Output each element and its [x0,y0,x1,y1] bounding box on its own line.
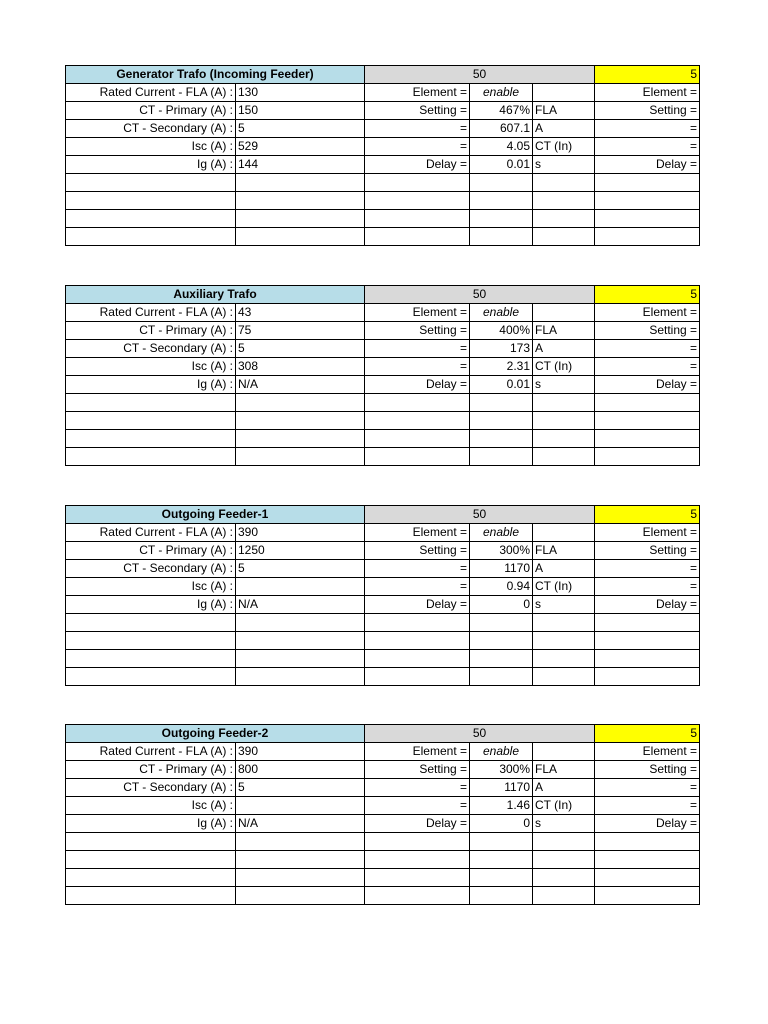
table-row [66,304,700,322]
f50-value[interactable]: enable [470,524,533,542]
empty-cell[interactable] [595,887,700,905]
f50-label[interactable]: = [365,578,470,596]
empty-cell[interactable] [470,174,533,192]
empty-cell[interactable] [236,614,365,632]
f50-label[interactable]: Element = [365,84,470,102]
empty-cell[interactable] [365,632,470,650]
f50-value[interactable]: 1170 [470,779,533,797]
empty-cell[interactable] [470,632,533,650]
f50-label[interactable]: = [365,340,470,358]
header-row [66,66,700,84]
empty-cell[interactable] [236,228,365,246]
empty-row [66,228,700,246]
f50-label[interactable]: Delay = [365,156,470,174]
f51-label[interactable]: Delay = [595,156,700,174]
empty-cell[interactable] [66,448,236,466]
f50-unit[interactable]: FLA [533,102,595,120]
f50-value[interactable]: enable [470,84,533,102]
empty-cell[interactable] [66,614,236,632]
f51-label[interactable]: = [595,358,700,376]
element-51-header: 5 [595,286,700,304]
empty-cell[interactable] [236,887,365,905]
empty-row [66,430,700,448]
table-row [66,743,700,761]
f50-value[interactable]: enable [470,304,533,322]
empty-row [66,174,700,192]
empty-cell[interactable] [470,394,533,412]
empty-cell[interactable] [236,448,365,466]
f51-label[interactable]: = [595,340,700,358]
f50-label[interactable]: = [365,138,470,156]
f50-label[interactable]: = [365,120,470,138]
param-label[interactable]: Rated Current - FLA (A) : [66,524,236,542]
f50-unit[interactable]: A [533,120,595,138]
empty-cell[interactable] [365,887,470,905]
f50-unit[interactable]: s [533,596,595,614]
param-value[interactable]: 5 [236,779,365,797]
empty-cell[interactable] [365,192,470,210]
f50-value[interactable]: 467% [470,102,533,120]
empty-cell[interactable] [365,210,470,228]
relay-settings-table [65,285,700,466]
param-value[interactable]: 529 [236,138,365,156]
empty-cell[interactable] [533,887,595,905]
empty-cell[interactable] [236,174,365,192]
f50-unit[interactable] [533,524,595,542]
f50-label[interactable]: Delay = [365,376,470,394]
f51-label[interactable]: = [595,578,700,596]
empty-cell[interactable] [533,614,595,632]
empty-cell[interactable] [66,228,236,246]
f51-label[interactable]: Setting = [595,322,700,340]
table-row [66,560,700,578]
empty-cell[interactable] [66,869,236,887]
f50-value[interactable]: 0.01 [470,156,533,174]
empty-cell[interactable] [365,650,470,668]
f50-unit[interactable] [533,84,595,102]
empty-cell[interactable] [365,833,470,851]
param-label[interactable]: CT - Primary (A) : [66,761,236,779]
empty-row [66,668,700,686]
f51-label[interactable]: Delay = [595,815,700,833]
empty-cell[interactable] [595,448,700,466]
empty-cell[interactable] [236,192,365,210]
f51-label[interactable]: = [595,797,700,815]
table-row [66,84,700,102]
table-row [66,102,700,120]
empty-row [66,412,700,430]
element-50-header: 50 [365,506,595,524]
empty-cell[interactable] [470,887,533,905]
relay-settings-table [65,505,700,686]
param-label[interactable]: Isc (A) : [66,138,236,156]
f50-label[interactable]: = [365,560,470,578]
block-title: Outgoing Feeder-1 [66,506,365,524]
f50-unit[interactable]: CT (In) [533,358,595,376]
f50-value[interactable]: 0 [470,815,533,833]
empty-cell[interactable] [66,851,236,869]
f51-label[interactable]: Setting = [595,761,700,779]
param-label[interactable]: Isc (A) : [66,578,236,596]
f51-label[interactable]: = [595,138,700,156]
f50-unit[interactable]: CT (In) [533,578,595,596]
empty-cell[interactable] [66,833,236,851]
table-row [66,322,700,340]
f50-value[interactable]: 300% [470,761,533,779]
empty-cell[interactable] [533,869,595,887]
f51-label[interactable]: Element = [595,743,700,761]
f50-label[interactable]: = [365,358,470,376]
param-label[interactable]: Ig (A) : [66,376,236,394]
param-value[interactable]: 5 [236,340,365,358]
f51-label[interactable]: Element = [595,524,700,542]
f50-value[interactable]: 0.01 [470,376,533,394]
f50-unit[interactable] [533,304,595,322]
element-50-header: 50 [365,725,595,743]
empty-cell[interactable] [595,210,700,228]
empty-cell[interactable] [66,210,236,228]
param-label[interactable]: Rated Current - FLA (A) : [66,84,236,102]
empty-cell[interactable] [533,833,595,851]
empty-cell[interactable] [595,650,700,668]
f50-value[interactable]: enable [470,743,533,761]
f50-value[interactable]: 400% [470,322,533,340]
f50-unit[interactable] [533,743,595,761]
f50-label[interactable]: Element = [365,743,470,761]
f50-label[interactable]: Setting = [365,542,470,560]
f50-unit[interactable]: FLA [533,542,595,560]
param-label[interactable]: Isc (A) : [66,797,236,815]
f50-unit[interactable]: s [533,376,595,394]
empty-cell[interactable] [595,869,700,887]
empty-cell[interactable] [365,412,470,430]
f50-label[interactable]: Element = [365,304,470,322]
empty-cell[interactable] [365,430,470,448]
param-value[interactable]: 308 [236,358,365,376]
empty-cell[interactable] [66,887,236,905]
empty-cell[interactable] [533,412,595,430]
empty-row [66,192,700,210]
table-row [66,524,700,542]
empty-cell[interactable] [470,192,533,210]
param-label[interactable]: Isc (A) : [66,358,236,376]
f51-label[interactable]: Delay = [595,376,700,394]
empty-cell[interactable] [236,430,365,448]
empty-cell[interactable] [365,668,470,686]
param-value[interactable]: 144 [236,156,365,174]
f50-label[interactable]: = [365,779,470,797]
empty-row [66,394,700,412]
f51-label[interactable]: Element = [595,304,700,322]
f50-label[interactable]: = [365,797,470,815]
empty-cell[interactable] [595,228,700,246]
table-row [66,815,700,833]
param-value[interactable] [236,797,365,815]
table-row [66,376,700,394]
param-value[interactable]: 390 [236,743,365,761]
f51-label[interactable]: = [595,779,700,797]
param-value[interactable]: N/A [236,596,365,614]
empty-cell[interactable] [533,228,595,246]
param-value[interactable]: 390 [236,524,365,542]
empty-cell[interactable] [595,174,700,192]
empty-row [66,448,700,466]
empty-cell[interactable] [533,668,595,686]
empty-row [66,887,700,905]
empty-cell[interactable] [66,650,236,668]
empty-cell[interactable] [470,614,533,632]
empty-cell[interactable] [533,851,595,869]
f50-label[interactable]: Delay = [365,815,470,833]
param-label[interactable]: Ig (A) : [66,596,236,614]
empty-cell[interactable] [365,174,470,192]
empty-cell[interactable] [66,430,236,448]
f50-unit[interactable]: FLA [533,761,595,779]
empty-cell[interactable] [365,394,470,412]
empty-row [66,851,700,869]
param-value[interactable]: 1250 [236,542,365,560]
element-51-header: 5 [595,725,700,743]
empty-cell[interactable] [595,394,700,412]
table-row [66,779,700,797]
empty-cell[interactable] [470,448,533,466]
f50-value[interactable]: 300% [470,542,533,560]
f51-label[interactable]: Delay = [595,596,700,614]
param-value[interactable]: 150 [236,102,365,120]
f50-value[interactable]: 1.46 [470,797,533,815]
empty-cell[interactable] [236,394,365,412]
empty-cell[interactable] [66,412,236,430]
param-value[interactable]: N/A [236,376,365,394]
empty-cell[interactable] [470,851,533,869]
param-label[interactable]: CT - Primary (A) : [66,542,236,560]
empty-cell[interactable] [470,869,533,887]
empty-cell[interactable] [470,228,533,246]
table-row [66,596,700,614]
empty-cell[interactable] [236,632,365,650]
param-value[interactable]: 800 [236,761,365,779]
param-value[interactable]: 5 [236,560,365,578]
param-label[interactable]: CT - Primary (A) : [66,102,236,120]
empty-cell[interactable] [533,650,595,668]
f50-label[interactable]: Element = [365,524,470,542]
param-label[interactable]: Ig (A) : [66,156,236,174]
empty-row [66,210,700,228]
empty-cell[interactable] [236,851,365,869]
empty-cell[interactable] [236,869,365,887]
empty-cell[interactable] [595,412,700,430]
param-label[interactable]: Rated Current - FLA (A) : [66,304,236,322]
relay-settings-table [65,65,700,246]
empty-row [66,614,700,632]
f50-value[interactable]: 2.31 [470,358,533,376]
f50-unit[interactable]: s [533,815,595,833]
f50-unit[interactable]: s [533,156,595,174]
f50-unit[interactable]: A [533,779,595,797]
empty-cell[interactable] [470,412,533,430]
empty-cell[interactable] [365,869,470,887]
param-label[interactable]: CT - Secondary (A) : [66,560,236,578]
table-row [66,358,700,376]
table-row [66,797,700,815]
element-50-header: 50 [365,286,595,304]
f50-value[interactable]: 0 [470,596,533,614]
param-value[interactable]: N/A [236,815,365,833]
empty-cell[interactable] [236,412,365,430]
empty-row [66,650,700,668]
f51-label[interactable]: Setting = [595,542,700,560]
table-row [66,138,700,156]
empty-cell[interactable] [365,851,470,869]
empty-cell[interactable] [365,614,470,632]
empty-cell[interactable] [533,632,595,650]
f50-unit[interactable]: A [533,340,595,358]
empty-cell[interactable] [533,192,595,210]
param-label[interactable]: CT - Secondary (A) : [66,779,236,797]
f50-label[interactable]: Setting = [365,761,470,779]
table-row [66,542,700,560]
f51-label[interactable]: Setting = [595,102,700,120]
block-title: Outgoing Feeder-2 [66,725,365,743]
empty-cell[interactable] [66,668,236,686]
table-row [66,578,700,596]
empty-cell[interactable] [595,851,700,869]
param-value[interactable]: 43 [236,304,365,322]
param-label[interactable]: Rated Current - FLA (A) : [66,743,236,761]
f51-label[interactable]: Element = [595,84,700,102]
f50-label[interactable]: Delay = [365,596,470,614]
empty-cell[interactable] [236,668,365,686]
f50-value[interactable]: 607.1 [470,120,533,138]
empty-cell[interactable] [66,394,236,412]
element-50-header: 50 [365,66,595,84]
empty-cell[interactable] [533,394,595,412]
f51-label[interactable]: = [595,120,700,138]
param-label[interactable]: Ig (A) : [66,815,236,833]
f50-value[interactable]: 1170 [470,560,533,578]
empty-cell[interactable] [595,632,700,650]
table-row [66,120,700,138]
block-title: Auxiliary Trafo [66,286,365,304]
empty-cell[interactable] [236,833,365,851]
empty-cell[interactable] [66,174,236,192]
empty-row [66,869,700,887]
empty-cell[interactable] [595,192,700,210]
f50-label[interactable]: Setting = [365,322,470,340]
param-label[interactable]: CT - Secondary (A) : [66,340,236,358]
empty-row [66,632,700,650]
param-value[interactable]: 75 [236,322,365,340]
block-title: Generator Trafo (Incoming Feeder) [66,66,365,84]
empty-cell[interactable] [533,448,595,466]
table-row [66,761,700,779]
empty-cell[interactable] [533,210,595,228]
empty-cell[interactable] [470,668,533,686]
outgoing-feeder-1-block [65,505,699,686]
f50-value[interactable]: 4.05 [470,138,533,156]
empty-cell[interactable] [595,614,700,632]
empty-cell[interactable] [365,448,470,466]
generator-trafo-block [65,65,699,246]
element-51-header: 5 [595,506,700,524]
param-value[interactable]: 5 [236,120,365,138]
f50-unit[interactable]: CT (In) [533,797,595,815]
element-51-header: 5 [595,66,700,84]
outgoing-feeder-2-block [65,724,699,905]
empty-cell[interactable] [533,174,595,192]
empty-cell[interactable] [533,430,595,448]
empty-cell[interactable] [470,430,533,448]
empty-cell[interactable] [66,192,236,210]
empty-cell[interactable] [236,650,365,668]
f51-label[interactable]: = [595,560,700,578]
table-row [66,340,700,358]
param-label[interactable]: CT - Secondary (A) : [66,120,236,138]
f50-value[interactable]: 0.94 [470,578,533,596]
table-row [66,156,700,174]
empty-cell[interactable] [470,210,533,228]
auxiliary-trafo-block [65,285,699,466]
empty-cell[interactable] [470,650,533,668]
empty-cell[interactable] [595,430,700,448]
empty-row [66,833,700,851]
header-row [66,506,700,524]
header-row [66,286,700,304]
relay-settings-table [65,724,700,905]
empty-cell[interactable] [66,632,236,650]
param-value[interactable] [236,578,365,596]
param-value[interactable]: 130 [236,84,365,102]
empty-cell[interactable] [595,668,700,686]
f50-unit[interactable]: A [533,560,595,578]
param-label[interactable]: CT - Primary (A) : [66,322,236,340]
f50-unit[interactable]: CT (In) [533,138,595,156]
empty-cell[interactable] [365,228,470,246]
f50-value[interactable]: 173 [470,340,533,358]
empty-cell[interactable] [595,833,700,851]
f50-unit[interactable]: FLA [533,322,595,340]
empty-cell[interactable] [470,833,533,851]
f50-label[interactable]: Setting = [365,102,470,120]
empty-cell[interactable] [236,210,365,228]
header-row [66,725,700,743]
